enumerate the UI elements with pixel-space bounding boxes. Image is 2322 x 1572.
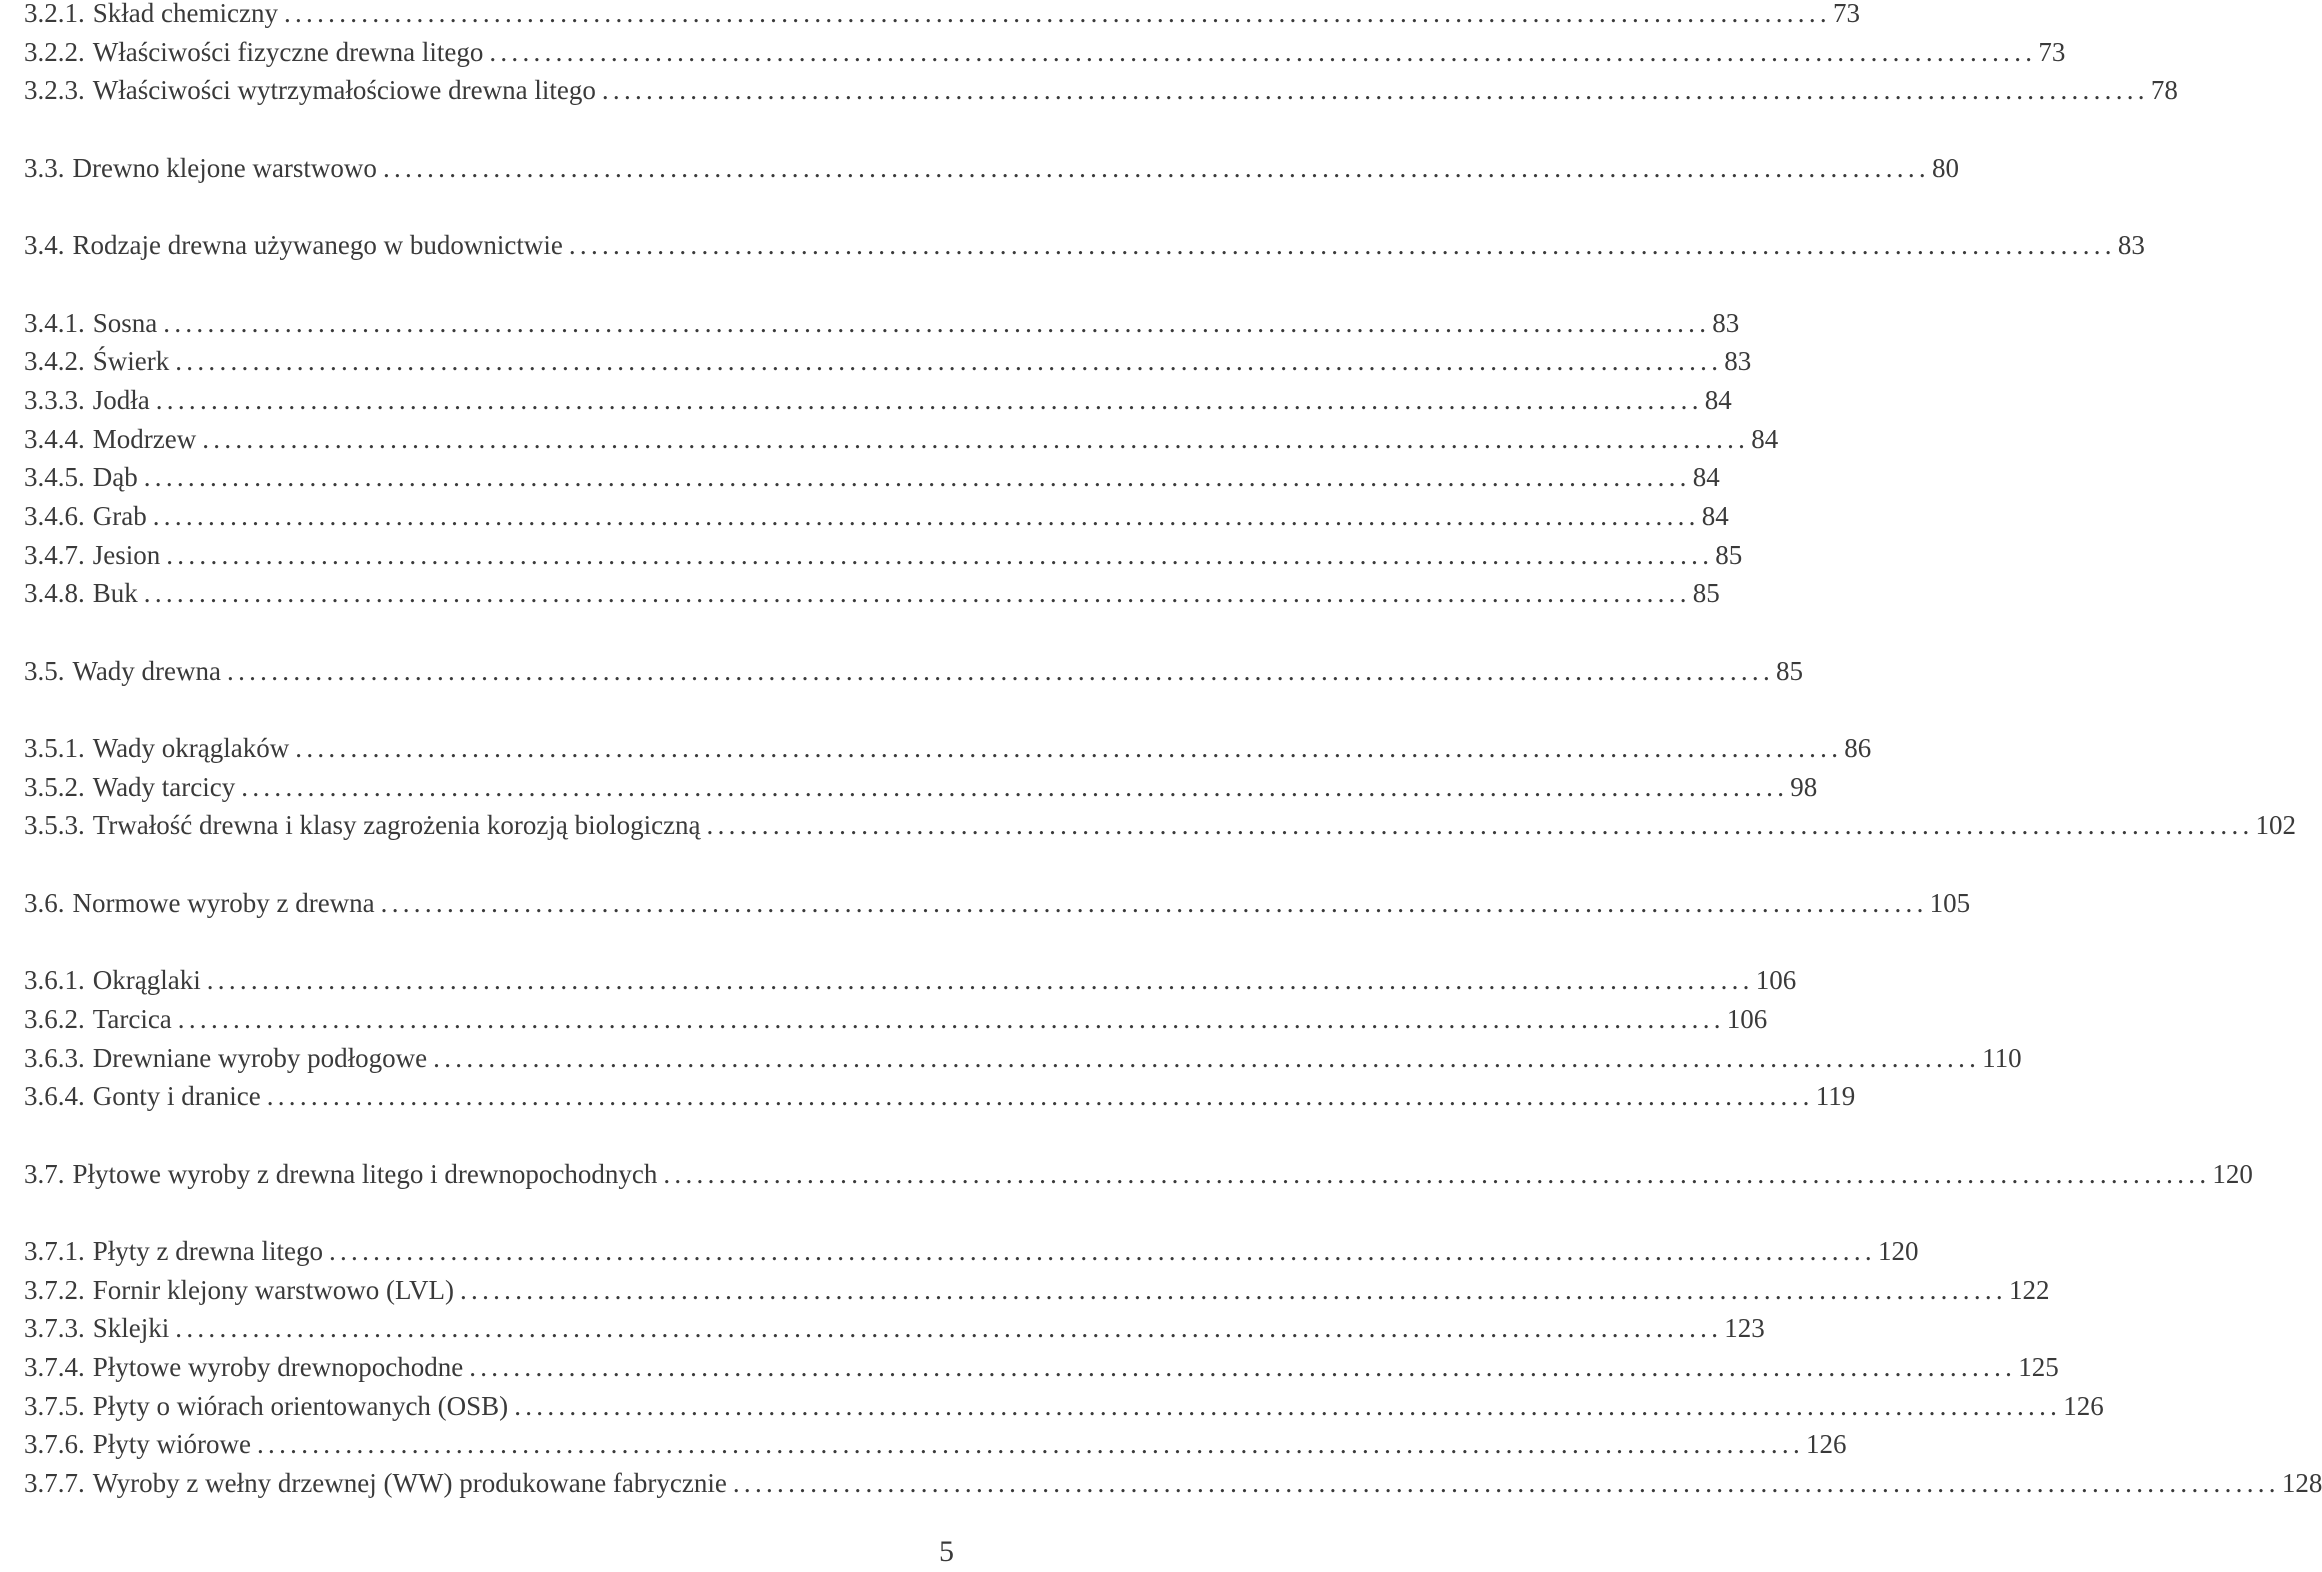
dot-leader: ............................................................................................................................................ — [241, 771, 1789, 802]
toc-entry-number: 3.7.1. — [24, 1236, 85, 1266]
toc-entry-page: 128 — [2281, 1468, 2322, 1499]
toc-entry-number: 3.4.2. — [24, 346, 85, 377]
dot-leader: ............................................................................................................................................ — [175, 1313, 1723, 1344]
toc-entry[interactable] — [24, 1039, 2022, 1078]
page-number: 5 — [939, 1535, 954, 1568]
toc-entry-title: Płytowe wyroby z drewna litego i drewnopochodnych — [72, 1158, 658, 1189]
dot-leader: ............................................................................................................................................ — [706, 810, 2254, 841]
toc-entry-page: 85 — [1715, 539, 1743, 570]
toc-entry[interactable] — [24, 497, 1729, 536]
toc-entry-title: Wady okrąglaków — [92, 733, 290, 764]
dot-leader: ............................................................................................................................................ — [328, 1236, 1876, 1266]
dot-leader: ............................................................................................................................................ — [202, 423, 1750, 454]
toc-entry[interactable] — [24, 226, 2145, 265]
toc-entry-page: 85 — [1692, 578, 1720, 609]
dot-leader: ............................................................................................................................................ — [433, 1042, 1981, 1073]
toc-entry[interactable] — [24, 574, 1720, 613]
toc-entry[interactable] — [24, 884, 1971, 923]
toc-entry-title: Drewniane wyroby podłogowe — [92, 1042, 428, 1073]
toc-entry[interactable] — [24, 1464, 2322, 1503]
toc-entry-page: 73 — [2038, 36, 2066, 67]
toc-entry[interactable] — [24, 0, 1860, 33]
toc-entry-title: Płyty wiórowe — [92, 1429, 251, 1460]
dot-leader: ............................................................................................................................................ — [489, 36, 2037, 67]
toc-entry[interactable] — [24, 1348, 2059, 1387]
dot-leader: ............................................................................................................................................ — [732, 1468, 2280, 1499]
toc-entry-number: 3.7.2. — [24, 1274, 85, 1305]
toc-entry[interactable] — [24, 381, 1732, 420]
toc-entry-page: 83 — [2117, 230, 2145, 261]
dot-leader: ............................................................................................................................................ — [514, 1390, 2062, 1421]
toc-entry-number: 3.4. — [24, 230, 65, 261]
dot-leader: ............................................................................................................................................ — [143, 462, 1691, 493]
toc-entry[interactable] — [24, 1309, 1765, 1348]
dot-leader: ............................................................................................................................................ — [283, 0, 1831, 28]
toc-entry-title: Dąb — [92, 462, 138, 493]
toc-entry-title: Płytowe wyroby drewnopochodne — [92, 1352, 464, 1383]
toc-entry-page: 84 — [1751, 423, 1779, 454]
toc-entry-title: Właściwości wytrzymałościowe drewna litego — [92, 75, 596, 106]
dot-leader: ............................................................................................................................................ — [601, 75, 2149, 106]
toc-entry-number: 3.5.1. — [24, 733, 85, 764]
toc-entry[interactable] — [24, 768, 1818, 807]
toc-entry-page: 86 — [1844, 733, 1872, 764]
toc-entry-number: 3.5.2. — [24, 771, 85, 802]
toc-entry-page: 119 — [1815, 1081, 1856, 1112]
toc-entry[interactable] — [24, 1232, 1919, 1271]
toc-entry-title: Właściwości fizyczne drewna litego — [92, 36, 484, 67]
dot-leader: ............................................................................................................................................ — [568, 230, 2116, 261]
toc-entry-title: Jesion — [92, 539, 161, 570]
toc-entry-title: Buk — [92, 578, 138, 609]
toc-entry-number: 3.2.3. — [24, 75, 85, 106]
toc-entry-page: 120 — [2212, 1158, 2253, 1189]
toc-entry[interactable] — [24, 961, 1797, 1000]
toc-entry-title: Rodzaje drewna używanego w budownictwie — [72, 230, 563, 261]
toc-entry-title: Tarcica — [92, 1003, 172, 1034]
toc-entry-page: 105 — [1929, 887, 1971, 918]
dot-leader: ............................................................................................................................................ — [163, 307, 1711, 338]
toc-entry-number: 3.2.1. — [24, 0, 85, 28]
toc-entry-number: 3.4.4. — [24, 423, 85, 454]
toc-entry[interactable] — [24, 33, 2066, 72]
toc-entry[interactable] — [24, 1155, 2253, 1194]
toc-entry-number: 3.4.1. — [24, 307, 85, 338]
toc-entry-page: 84 — [1692, 462, 1720, 493]
toc-entry-page: 123 — [1724, 1313, 1765, 1344]
toc-entry-page: 126 — [2063, 1390, 2104, 1421]
dot-leader: ............................................................................................................................................ — [155, 384, 1703, 415]
toc-entry-title: Drewno klejone warstwowo — [72, 152, 377, 183]
toc-entry-number: 3.7. — [24, 1158, 65, 1189]
toc-entry[interactable] — [24, 458, 1720, 497]
dot-leader: ............................................................................................................................................ — [152, 500, 1700, 531]
dot-leader: ............................................................................................................................................ — [459, 1274, 2007, 1305]
toc-entry[interactable] — [24, 652, 1804, 691]
toc-entry[interactable] — [24, 1077, 1856, 1116]
toc-entry-page: 80 — [1931, 152, 1959, 183]
toc-entry-number: 3.4.8. — [24, 578, 85, 609]
toc-entry[interactable] — [24, 342, 1752, 381]
toc-entry-number: 3.2.2. — [24, 36, 85, 67]
toc-entry-title: Płyty z drewna litego — [92, 1236, 323, 1266]
toc-entry-title: Trwałość drewna i klasy zagrożenia korozją biologiczną — [92, 810, 701, 841]
toc-entry-page: 84 — [1704, 384, 1732, 415]
dot-leader: ............................................................................................................................................ — [380, 887, 1928, 918]
toc-entry-title: Fornir klejony warstwowo (LVL) — [92, 1274, 454, 1305]
dot-leader: ............................................................................................................................................ — [663, 1158, 2211, 1189]
toc-entry-number: 3.6.1. — [24, 965, 85, 996]
toc-entry-number: 3.7.7. — [24, 1468, 85, 1499]
toc-entry[interactable] — [24, 149, 1959, 188]
toc-entry-number: 3.7.6. — [24, 1429, 85, 1460]
toc-entry-number: 3.4.5. — [24, 462, 85, 493]
toc-entry-page: 78 — [2150, 75, 2178, 106]
table-of-contents — [24, 0, 2322, 1503]
dot-leader: ............................................................................................................................................ — [206, 965, 1754, 996]
toc-entry-title: Modrzew — [92, 423, 197, 454]
toc-entry-number: 3.7.5. — [24, 1390, 85, 1421]
toc-entry[interactable] — [24, 1271, 2050, 1310]
toc-entry-page: 83 — [1724, 346, 1752, 377]
dot-leader: ............................................................................................................................................ — [382, 152, 1930, 183]
toc-entry[interactable] — [24, 806, 2297, 845]
toc-entry-title: Jodła — [92, 384, 150, 415]
toc-entry-number: 3.7.3. — [24, 1313, 85, 1344]
toc-entry[interactable] — [24, 1387, 2104, 1426]
toc-entry-number: 3.4.6. — [24, 500, 85, 531]
toc-entry-number: 3.6. — [24, 887, 65, 918]
toc-entry-number: 3.3.3. — [24, 384, 85, 415]
toc-entry-page: 110 — [1982, 1042, 2022, 1073]
toc-entry-page: 102 — [2255, 810, 2297, 841]
toc-entry-page: 106 — [1726, 1003, 1768, 1034]
toc-entry[interactable] — [24, 536, 1743, 575]
toc-entry-page: 126 — [1806, 1429, 1847, 1460]
toc-entry-title: Okrąglaki — [92, 965, 201, 996]
toc-entry-page: 83 — [1712, 307, 1740, 338]
toc-entry-page: 125 — [2018, 1352, 2059, 1383]
dot-leader: ............................................................................................................................................ — [257, 1429, 1804, 1460]
toc-entry-page: 98 — [1790, 771, 1818, 802]
toc-entry-page: 122 — [2008, 1274, 2050, 1305]
toc-entry-page: 106 — [1755, 965, 1797, 996]
dot-leader: ............................................................................................................................................ — [295, 733, 1843, 764]
toc-entry-page: 84 — [1701, 500, 1729, 531]
toc-entry-title: Gonty i dranice — [92, 1081, 261, 1112]
toc-entry-title: Płyty o wiórach orientowanych (OSB) — [92, 1390, 509, 1421]
toc-entry-number: 3.7.4. — [24, 1352, 85, 1383]
dot-leader: ............................................................................................................................................ — [469, 1352, 2017, 1383]
dot-leader: ............................................................................................................................................ — [177, 1003, 1725, 1034]
toc-entry-title: Wady drewna — [72, 655, 222, 686]
toc-entry-number: 3.5. — [24, 655, 65, 686]
toc-entry-title: Grab — [92, 500, 147, 531]
toc-entry[interactable] — [24, 420, 1779, 459]
toc-entry-page: 85 — [1776, 655, 1804, 686]
toc-entry-number: 3.6.4. — [24, 1081, 85, 1112]
toc-entry-title: Skład chemiczny — [92, 0, 278, 28]
toc-entry[interactable] — [24, 1425, 1847, 1464]
toc-entry[interactable] — [24, 1000, 1768, 1039]
dot-leader: ............................................................................................................................................ — [266, 1081, 1814, 1112]
toc-entry-title: Sklejki — [92, 1313, 170, 1344]
toc-entry-page: 120 — [1877, 1236, 1919, 1266]
toc-entry[interactable] — [24, 729, 1872, 768]
dot-leader: ............................................................................................................................................ — [143, 578, 1691, 609]
toc-entry-title: Sosna — [92, 307, 158, 338]
toc-entry-number: 3.6.3. — [24, 1042, 85, 1073]
toc-entry-title: Wady tarcicy — [92, 771, 236, 802]
toc-entry[interactable] — [24, 304, 1740, 343]
toc-entry-number: 3.4.7. — [24, 539, 85, 570]
toc-entry-title: Świerk — [92, 346, 170, 377]
toc-entry-number: 3.3. — [24, 152, 65, 183]
toc-entry-title: Normowe wyroby z drewna — [72, 887, 375, 918]
toc-entry-title: Wyroby z wełny drzewnej (WW) produkowane fabrycznie — [92, 1468, 727, 1499]
toc-entry-number: 3.5.3. — [24, 810, 85, 841]
dot-leader: ............................................................................................................................................ — [175, 346, 1723, 377]
toc-entry[interactable] — [24, 71, 2178, 110]
dot-leader: ............................................................................................................................................ — [166, 539, 1714, 570]
dot-leader: ............................................................................................................................................ — [227, 655, 1775, 686]
toc-entry-page: 73 — [1832, 0, 1860, 28]
toc-entry-number: 3.6.2. — [24, 1003, 85, 1034]
